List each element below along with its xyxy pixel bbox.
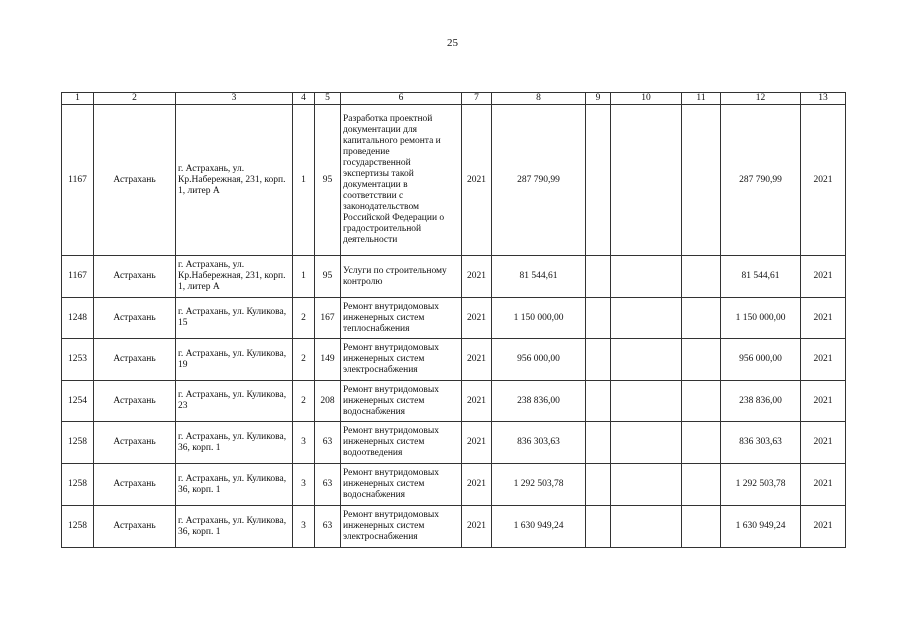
col5-cell: 149 [315,339,341,381]
col9-cell [586,464,611,506]
work-description-cell: Ремонт внутридомовых инженерных систем водоснабжения [341,381,462,422]
col10-cell [611,298,682,339]
col4-cell: 3 [293,464,315,506]
row-id-cell: 1254 [62,381,94,422]
header-cell: 5 [315,93,341,105]
row-id-cell: 1258 [62,464,94,506]
amount-cell: 238 836,00 [492,381,586,422]
table-row [62,381,846,422]
col9-cell [586,339,611,381]
city-cell: Астрахань [94,464,176,506]
address-cell: г. Астрахань, ул. Куликова, 36, корп. 1 [176,506,293,548]
address-cell: г. Астрахань, ул. Кр.Набережная, 231, корп. 1, литер А [176,256,293,298]
end-year-cell: 2021 [801,422,846,464]
city-cell: Астрахань [94,339,176,381]
address-cell: г. Астрахань, ул. Куликова, 15 [176,298,293,339]
total-cell: 1 630 949,24 [721,506,801,548]
address-cell: г. Астрахань, ул. Кр.Набережная, 231, корп. 1, литер А [176,105,293,256]
amount-cell: 836 303,63 [492,422,586,464]
total-cell: 1 292 503,78 [721,464,801,506]
col4-cell: 2 [293,298,315,339]
table-row [62,422,846,464]
year-cell: 2021 [462,506,492,548]
table-row [62,256,846,298]
row-id-cell: 1248 [62,298,94,339]
header-cell: 8 [492,93,586,105]
city-cell: Астрахань [94,105,176,256]
city-cell: Астрахань [94,506,176,548]
table-row [62,105,846,256]
amount-cell: 956 000,00 [492,339,586,381]
table-row [62,506,846,548]
col4-cell: 3 [293,422,315,464]
city-cell: Астрахань [94,256,176,298]
header-cell: 13 [801,93,846,105]
header-cell: 1 [62,93,94,105]
total-cell: 1 150 000,00 [721,298,801,339]
header-cell: 11 [682,93,721,105]
end-year-cell: 2021 [801,105,846,256]
col5-cell: 95 [315,256,341,298]
amount-cell: 1 292 503,78 [492,464,586,506]
col5-cell: 208 [315,381,341,422]
city-cell: Астрахань [94,422,176,464]
city-cell: Астрахань [94,381,176,422]
col9-cell [586,381,611,422]
work-description-cell: Ремонт внутридомовых инженерных систем водоотведения [341,422,462,464]
col10-cell [611,381,682,422]
col5-cell: 63 [315,506,341,548]
total-cell: 287 790,99 [721,105,801,256]
col9-cell [586,256,611,298]
col11-cell [682,298,721,339]
row-id-cell: 1167 [62,105,94,256]
col4-cell: 2 [293,339,315,381]
work-description-cell: Ремонт внутридомовых инженерных систем водоснабжения [341,464,462,506]
address-cell: г. Астрахань, ул. Куликова, 36, корп. 1 [176,422,293,464]
col10-cell [611,422,682,464]
address-cell: г. Астрахань, ул. Куликова, 19 [176,339,293,381]
col9-cell [586,422,611,464]
header-cell: 4 [293,93,315,105]
row-id-cell: 1258 [62,422,94,464]
col11-cell [682,464,721,506]
row-id-cell: 1253 [62,339,94,381]
total-cell: 956 000,00 [721,339,801,381]
col9-cell [586,298,611,339]
table-body [62,93,846,548]
col11-cell [682,381,721,422]
header-cell: 9 [586,93,611,105]
total-cell: 238 836,00 [721,381,801,422]
col10-cell [611,464,682,506]
col11-cell [682,422,721,464]
header-cell: 7 [462,93,492,105]
year-cell: 2021 [462,339,492,381]
city-cell: Астрахань [94,298,176,339]
end-year-cell: 2021 [801,339,846,381]
col9-cell [586,506,611,548]
year-cell: 2021 [462,298,492,339]
col10-cell [611,339,682,381]
amount-cell: 1 150 000,00 [492,298,586,339]
header-cell: 10 [611,93,682,105]
header-cell: 2 [94,93,176,105]
col5-cell: 167 [315,298,341,339]
header-cell: 3 [176,93,293,105]
header-cell: 6 [341,93,462,105]
col5-cell: 95 [315,105,341,256]
amount-cell: 287 790,99 [492,105,586,256]
col9-cell [586,105,611,256]
work-description-cell: Ремонт внутридомовых инженерных систем теплоснабжения [341,298,462,339]
end-year-cell: 2021 [801,256,846,298]
work-description-cell: Разработка проектной документации для капитального ремонта и проведение государственной экспертизы такой документации в соответствии с законодательством Российской Федерации о градостроительной деятельности [341,105,462,256]
col4-cell: 2 [293,381,315,422]
work-description-cell: Ремонт внутридомовых инженерных систем электроснабжения [341,506,462,548]
row-id-cell: 1258 [62,506,94,548]
capital-repair-table [61,92,846,548]
table-row [62,464,846,506]
col10-cell [611,506,682,548]
header-cell: 12 [721,93,801,105]
year-cell: 2021 [462,381,492,422]
end-year-cell: 2021 [801,298,846,339]
end-year-cell: 2021 [801,381,846,422]
col4-cell: 1 [293,256,315,298]
year-cell: 2021 [462,422,492,464]
col10-cell [611,256,682,298]
col4-cell: 1 [293,105,315,256]
table-row [62,298,846,339]
work-description-cell: Услуги по строительному контролю [341,256,462,298]
work-description-cell: Ремонт внутридомовых инженерных систем электроснабжения [341,339,462,381]
year-cell: 2021 [462,105,492,256]
header-row [62,93,846,105]
col4-cell: 3 [293,506,315,548]
col11-cell [682,339,721,381]
year-cell: 2021 [462,256,492,298]
amount-cell: 1 630 949,24 [492,506,586,548]
col11-cell [682,105,721,256]
address-cell: г. Астрахань, ул. Куликова, 36, корп. 1 [176,464,293,506]
end-year-cell: 2021 [801,464,846,506]
address-cell: г. Астрахань, ул. Куликова, 23 [176,381,293,422]
total-cell: 836 303,63 [721,422,801,464]
end-year-cell: 2021 [801,506,846,548]
page-number: 25 [447,37,458,49]
table-row [62,339,846,381]
col10-cell [611,105,682,256]
row-id-cell: 1167 [62,256,94,298]
col11-cell [682,256,721,298]
col5-cell: 63 [315,422,341,464]
col5-cell: 63 [315,464,341,506]
year-cell: 2021 [462,464,492,506]
total-cell: 81 544,61 [721,256,801,298]
col11-cell [682,506,721,548]
amount-cell: 81 544,61 [492,256,586,298]
